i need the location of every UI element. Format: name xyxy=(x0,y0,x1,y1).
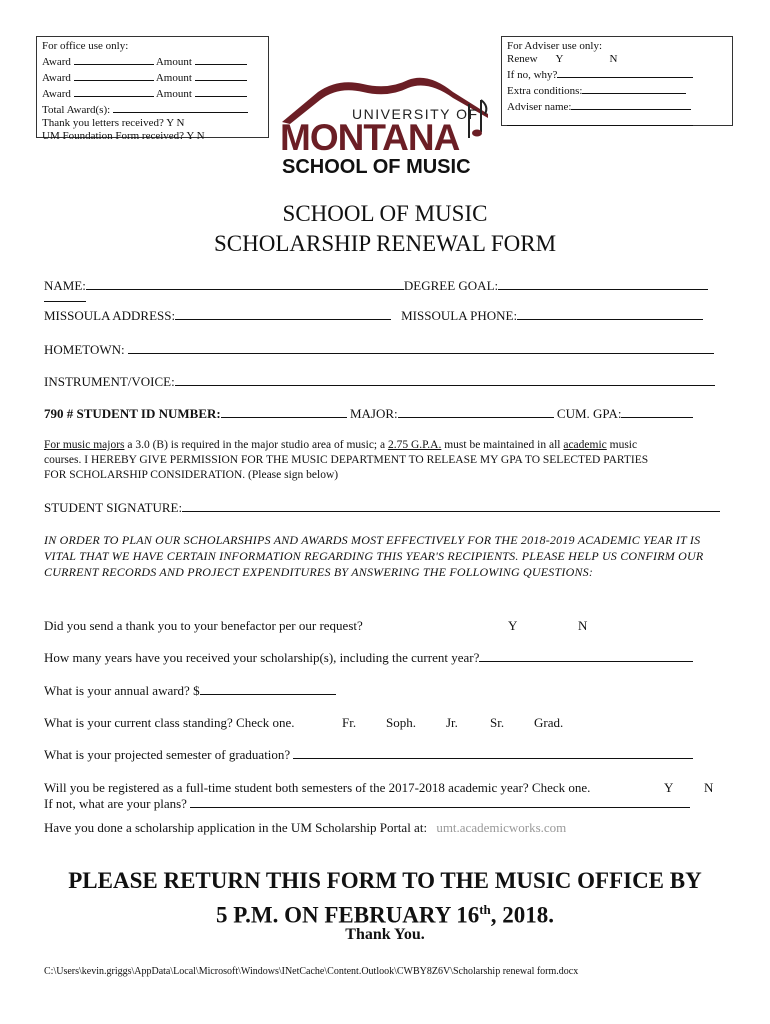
address-row: MISSOULA ADDRESS: MISSOULA PHONE: xyxy=(44,308,703,324)
missoula-address-field[interactable] xyxy=(175,308,391,320)
gpa-note-line-1: For music majors a 3.0 (B) is required in the major studio area of music; a 2.75 G.P.A. must be maintained in all academic music xyxy=(44,439,638,451)
thank-you-text: Thank You. xyxy=(345,926,425,943)
adviser-use-box xyxy=(501,36,733,126)
form-title-line-1: SCHOOL OF MUSIC xyxy=(282,201,488,226)
portal-link[interactable]: umt.academicworks.com xyxy=(436,820,567,835)
student-id-field[interactable] xyxy=(221,406,347,418)
name-overflow-row xyxy=(44,290,86,306)
office-title: For office use only: xyxy=(42,40,129,52)
gpa-note-line-2: courses. I HEREBY GIVE PERMISSION FOR THE MUSIC DEPARTMENT TO RELEASE MY GPA TO SELECTED PARTIES xyxy=(44,454,649,466)
question-annual-award: What is your annual award? $ xyxy=(44,683,336,699)
office-foundation: UM Foundation Form received? Y N xyxy=(42,130,205,142)
office-use-box xyxy=(36,36,269,142)
major-field[interactable] xyxy=(398,406,554,418)
standing-option-fr[interactable]: Fr. xyxy=(342,715,357,730)
degree-goal-field[interactable] xyxy=(498,278,708,290)
standing-option-grad[interactable]: Grad. xyxy=(534,715,564,730)
university-logo xyxy=(278,70,498,182)
annual-award-field[interactable] xyxy=(200,683,336,695)
logo-montana-text: MONTANA xyxy=(280,117,460,158)
office-award-row-1: Award Amount xyxy=(42,53,263,69)
student-signature-field[interactable] xyxy=(182,500,720,512)
q1-yes-option[interactable]: Y xyxy=(508,618,518,633)
q6-yes-option[interactable]: Y xyxy=(664,780,674,795)
adviser-why-row: If no, why? xyxy=(507,66,727,82)
q1-no-option[interactable]: N xyxy=(578,618,588,633)
question-plans: If not, what are your plans? xyxy=(44,796,690,812)
instrument-row: INSTRUMENT/VOICE: xyxy=(44,374,715,390)
question-full-time: Will you be registered as a full-time student both semesters of the 2017-2018 academic year? Check one. Y N xyxy=(44,780,714,795)
graduation-semester-field[interactable] xyxy=(293,747,693,759)
adviser-renew-row: Renew Y N xyxy=(507,53,618,65)
adviser-name-row: Adviser name: xyxy=(507,98,727,114)
signature-row: STUDENT SIGNATURE: xyxy=(44,500,720,516)
adviser-title: For Adviser use only: xyxy=(507,40,603,52)
name-row: NAME: DEGREE GOAL: xyxy=(44,278,708,294)
student-id-row: 790 # STUDENT ID NUMBER: MAJOR: CUM. GPA: xyxy=(44,406,693,422)
intro-paragraph: IN ORDER TO PLAN OUR SCHOLARSHIPS AND AWARDS MOST EFFECTIVELY FOR THE 2018-2019 ACADEMIC YEAR IT IS VITAL THAT WE HAVE CERTAIN INFORMATION REGARDING THIS YEAR'S RECIPIENTS. PLEASE HELP US CONFIRM OUR CURRENT RECORDS AND PROJECT EXPENDITURES BY ANSWERING THE FOLLOWING QUESTIONS: xyxy=(44,533,704,579)
logo-school-text: SCHOOL OF MUSIC xyxy=(282,156,471,178)
question-thank-you: Did you send a thank you to your benefactor per our request? Y N xyxy=(44,618,588,633)
office-award-row-2: Award Amount xyxy=(42,69,263,85)
adviser-blank-row xyxy=(507,114,727,130)
question-years: How many years have you received your scholarship(s), including the current year? xyxy=(44,650,693,666)
office-thank-you: Thank you letters received? Y N xyxy=(42,117,185,129)
adviser-extra-row: Extra conditions: xyxy=(507,82,727,98)
cum-gpa-field[interactable] xyxy=(621,406,693,418)
return-notice-line-1: PLEASE RETURN THIS FORM TO THE MUSIC OFFICE BY xyxy=(68,868,702,893)
standing-option-soph[interactable]: Soph. xyxy=(386,715,416,730)
name-field[interactable] xyxy=(86,278,404,290)
form-title-line-2: SCHOLARSHIP RENEWAL FORM xyxy=(213,231,557,256)
office-award-row-3: Award Amount xyxy=(42,85,263,101)
hometown-row: HOMETOWN: xyxy=(44,342,714,358)
return-notice-line-2: 5 P.M. ON FEBRUARY 16th, 2018. xyxy=(215,902,555,928)
question-class-standing: What is your current class standing? Check one. Fr. Soph. Jr. Sr. Grad. xyxy=(44,715,564,730)
standing-option-jr[interactable]: Jr. xyxy=(446,715,458,730)
hometown-field[interactable] xyxy=(128,342,714,354)
office-total-row: Total Award(s): xyxy=(42,101,263,117)
missoula-phone-field[interactable] xyxy=(517,308,703,320)
gpa-note-line-3: FOR SCHOLARSHIP CONSIDERATION. (Please sign below) xyxy=(44,469,339,481)
logo-university-text: UNIVERSITY OF xyxy=(352,106,479,122)
q6-no-option[interactable]: N xyxy=(704,780,714,795)
standing-option-sr[interactable]: Sr. xyxy=(490,715,505,730)
instrument-voice-field[interactable] xyxy=(175,374,715,386)
plans-field[interactable] xyxy=(190,796,690,808)
years-field[interactable] xyxy=(479,650,693,662)
file-path: C:\Users\kevin.griggs\AppData\Local\Microsoft\Windows\INetCache\Content.Outlook\CWBY8Z6V\Scholarship renewal form.docx xyxy=(44,966,579,977)
question-graduation: What is your projected semester of graduation? xyxy=(44,747,693,763)
question-portal: Have you done a scholarship application in the UM Scholarship Portal at: umt.academicworks.com xyxy=(44,820,567,835)
